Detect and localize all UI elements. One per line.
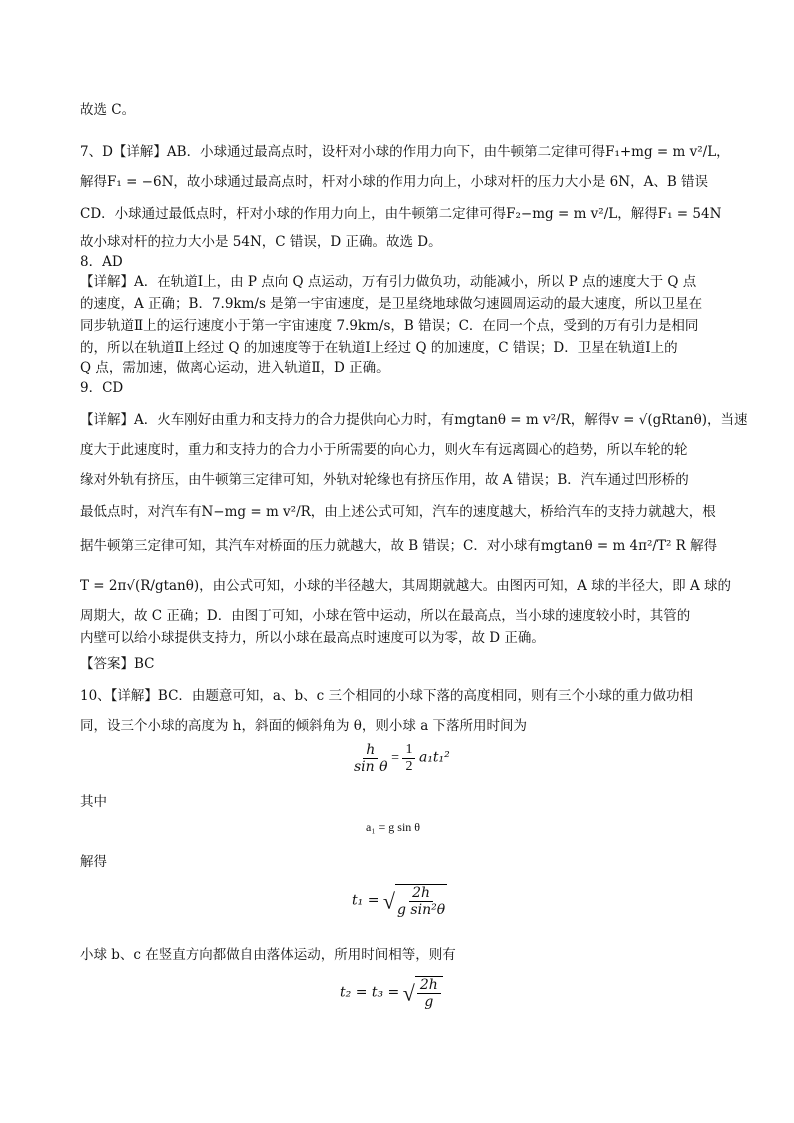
eq1-numerator: h xyxy=(363,742,378,759)
text-line: 故选 C。 xyxy=(80,102,136,118)
equation-2: a₁ = g sin θ xyxy=(366,820,421,834)
eq4-denominator: g xyxy=(424,994,434,1010)
text-line: 周期大，故 C 正确；D．由图丁可知，小球在管中运动，所以在最高点，当小球的速度较小时，其管的 xyxy=(80,608,691,624)
text-line: 故小球对杆的拉力大小是 54N，C 错误，D 正确。故选 D。 xyxy=(80,234,442,250)
text-line: 最低点时，对汽车有N−mg = m v²/R，由上述公式可知，汽车的速度越大，桥给汽车的支持力就越大，根 xyxy=(80,504,716,520)
text-line: 7、D【详解】AB．小球通过最高点时，设杆对小球的作用力向下，由牛顿第二定律可得F₁+mg = m v²/L， xyxy=(80,144,730,160)
eq1-denominator: sin θ xyxy=(354,759,388,775)
text-line: 小球 b、c 在竖直方向都做自由落体运动，所用时间相等，则有 xyxy=(80,947,456,963)
eq3-denominator: g sin²θ xyxy=(397,902,446,918)
text-line: 的，所以在轨道Ⅱ上经过 Q 的加速度等于在轨道Ⅰ上经过 Q 的加速度，C 错误；D．卫星在轨道Ⅰ上的 xyxy=(80,340,678,356)
text-line: 10、【详解】BC．由题意可知，a、b、c 三个相同的小球下落的高度相同，则有三个小球的重力做功相 xyxy=(80,688,693,704)
text-line: 同步轨道Ⅱ上的运行速度小于第一宇宙速度 7.9km/s，B 错误；C．在同一个点，受到的万有引力是相同 xyxy=(80,318,699,334)
equation-3: t₁ = √ $\frac{2h}{\text{g sin²θ}}$ xyxy=(352,885,446,918)
text-line: 解得 xyxy=(80,854,107,870)
text-line: 缘对外轨有挤压，由牛顿第三定律可知，外轨对轮缘也有挤压作用，故 A 错误；B．汽车通过凹形桥的 xyxy=(80,472,689,488)
equation-1: $\frac{h}{\text{sin θ}}$ = $\frac{1}{2}$ a₁t₁² xyxy=(354,742,450,775)
eq1-rhs-numerator: 1 xyxy=(402,742,415,759)
text-line: 据牛顿第三定律可知，其汽车对桥面的压力就越大，故 B 错误；C．对小球有mgtanθ = m 4π²/T² R 解得 xyxy=(80,538,718,554)
eq4-lhs: t₂ = t₃ = xyxy=(340,984,400,1001)
text-line: 【详解】A．在轨道Ⅰ上，由 P 点向 Q 点运动，万有引力做负功，动能减小，所以 P 点的速度大于 Q 点 xyxy=(80,274,697,290)
text-line: 度大于此速度时，重力和支持力的合力小于所需要的向心力，则火车有远离圆心的趋势，所以车轮的轮 xyxy=(80,442,688,458)
eq3-lhs: t₁ = xyxy=(352,892,380,909)
text-line: 8．AD xyxy=(80,254,123,270)
text-line: CD．小球通过最低点时，杆对小球的作用力向上，由牛顿第二定律可得F₂−mg = m v²/L，解得F₁ = 54N xyxy=(80,206,722,222)
text-line: Q 点，需加速，做离心运动，进入轨道Ⅱ，D 正确。 xyxy=(80,360,390,376)
text-line: T = 2π√(R/gtanθ)，由公式可知，小球的半径越大，其周期就越大。由图丙可知，A 球的半径大，即 A 球的 xyxy=(80,578,732,594)
text-line: 9．CD xyxy=(80,380,124,396)
eq1-rhs-denominator: 2 xyxy=(405,759,413,774)
eq4-numerator: 2h xyxy=(417,977,441,994)
text-line: 【详解】A．火车刚好由重力和支持力的合力提供向心力时，有mgtanθ = m v²/R，解得v = √(gRtanθ)，当速 xyxy=(80,412,748,428)
eq3-numerator: 2h xyxy=(409,885,433,902)
equation-4: t₂ = t₃ = √ $\frac{2h}{g}$ xyxy=(340,976,443,1010)
text-line: 解得F₁ = −6N，故小球通过最高点时，杆对小球的作用力向上，小球对杆的压力大小是 6N，A、B 错误 xyxy=(80,174,709,190)
text-line: 内壁可以给小球提供支持力，所以小球在最高点时速度可以为零，故 D 正确。 xyxy=(80,630,545,646)
text-line: 的速度，A 正确；B．7.9km/s 是第一宇宙速度，是卫星绕地球做匀速圆周运动的最大速度，所以卫星在 xyxy=(80,296,703,312)
text-line: 【答案】BC xyxy=(80,656,155,672)
text-line: 其中 xyxy=(80,794,107,810)
eq1-rhs-tail: a₁t₁² xyxy=(418,749,450,766)
text-line: 同，设三个小球的高度为 h，斜面的倾斜角为 θ，则小球 a 下落所用时间为 xyxy=(80,718,528,734)
